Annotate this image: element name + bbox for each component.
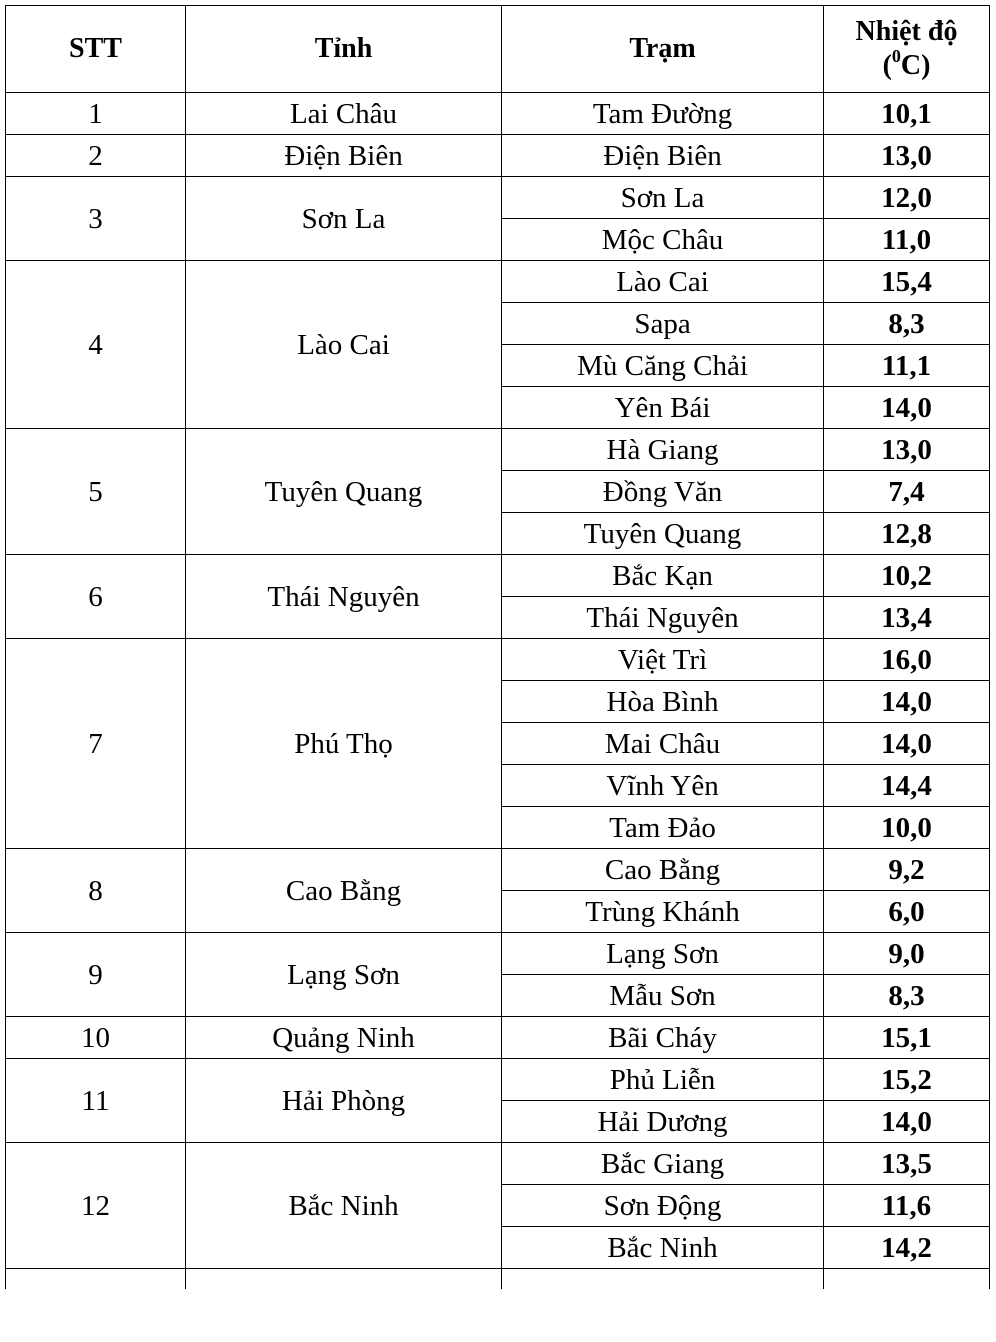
temperature-table [5, 5, 990, 1289]
station-cell: Mù Căng Chải [502, 345, 824, 387]
table-row [6, 639, 990, 681]
temperature-cell: 8,3 [824, 303, 990, 345]
station-cell: Bãi Cháy [502, 1017, 824, 1059]
temperature-cell: 13,0 [824, 429, 990, 471]
stt-cell: 9 [6, 933, 186, 1017]
station-cell: Phủ Liễn [502, 1059, 824, 1101]
province-cell: Thái Nguyên [186, 555, 502, 639]
temperature-cell: 13,5 [824, 1143, 990, 1185]
temperature-cell: 12,8 [824, 513, 990, 555]
temperature-cell: 13,4 [824, 597, 990, 639]
table-row [6, 429, 990, 471]
cut-cell [186, 1269, 502, 1290]
station-cell: Trùng Khánh [502, 891, 824, 933]
station-cell: Vĩnh Yên [502, 765, 824, 807]
station-cell: Tam Đảo [502, 807, 824, 849]
temperature-cell: 10,0 [824, 807, 990, 849]
temperature-cell: 8,3 [824, 975, 990, 1017]
temperature-cell: 15,2 [824, 1059, 990, 1101]
stt-cell: 2 [6, 135, 186, 177]
station-cell: Sapa [502, 303, 824, 345]
station-cell: Mộc Châu [502, 219, 824, 261]
header-temperature-label: Nhiệt độ [855, 16, 958, 47]
header-temperature-degree: 0 [891, 45, 901, 66]
station-cell: Bắc Giang [502, 1143, 824, 1185]
stt-cell: 10 [6, 1017, 186, 1059]
stt-cell: 12 [6, 1143, 186, 1269]
temperature-cell: 16,0 [824, 639, 990, 681]
temperature-cell: 10,1 [824, 93, 990, 135]
temperature-cell: 9,0 [824, 933, 990, 975]
cut-cell [6, 1269, 186, 1290]
province-cell: Tuyên Quang [186, 429, 502, 555]
table-row [6, 933, 990, 975]
stt-cell: 5 [6, 429, 186, 555]
stt-cell: 8 [6, 849, 186, 933]
header-row [6, 6, 990, 93]
province-cell: Hải Phòng [186, 1059, 502, 1143]
province-cell: Điện Biên [186, 135, 502, 177]
temperature-cell: 15,4 [824, 261, 990, 303]
header-temperature-open: ( [882, 50, 892, 81]
temperature-cell: 14,0 [824, 1101, 990, 1143]
table-row [6, 261, 990, 303]
province-cell: Quảng Ninh [186, 1017, 502, 1059]
station-cell: Hòa Bình [502, 681, 824, 723]
station-cell: Việt Trì [502, 639, 824, 681]
stt-cell: 3 [6, 177, 186, 261]
temperature-cell: 13,0 [824, 135, 990, 177]
province-cell: Bắc Ninh [186, 1143, 502, 1269]
station-cell: Mẫu Sơn [502, 975, 824, 1017]
station-cell: Sơn Động [502, 1185, 824, 1227]
stt-cell: 7 [6, 639, 186, 849]
temperature-cell: 14,0 [824, 681, 990, 723]
header-province: Tỉnh [186, 6, 502, 93]
station-cell: Tuyên Quang [502, 513, 824, 555]
temperature-cell: 11,6 [824, 1185, 990, 1227]
table-row [6, 177, 990, 219]
station-cell: Yên Bái [502, 387, 824, 429]
temperature-cell: 10,2 [824, 555, 990, 597]
province-cell: Sơn La [186, 177, 502, 261]
table-row [6, 849, 990, 891]
station-cell: Đồng Văn [502, 471, 824, 513]
station-cell: Hải Dương [502, 1101, 824, 1143]
station-cell: Hà Giang [502, 429, 824, 471]
temperature-cell: 12,0 [824, 177, 990, 219]
stt-cell: 6 [6, 555, 186, 639]
header-station: Trạm [502, 6, 824, 93]
temperature-cell: 14,4 [824, 765, 990, 807]
station-cell: Mai Châu [502, 723, 824, 765]
station-cell: Lạng Sơn [502, 933, 824, 975]
temperature-cell: 14,2 [824, 1227, 990, 1269]
temperature-cell: 6,0 [824, 891, 990, 933]
table-row-cut [6, 1269, 990, 1290]
temperature-cell: 11,1 [824, 345, 990, 387]
temperature-cell: 15,1 [824, 1017, 990, 1059]
stt-cell: 4 [6, 261, 186, 429]
province-cell: Lào Cai [186, 261, 502, 429]
station-cell: Cao Bằng [502, 849, 824, 891]
temperature-cell: 7,4 [824, 471, 990, 513]
temperature-table-container [5, 5, 991, 1289]
station-cell: Bắc Kạn [502, 555, 824, 597]
cut-cell [824, 1269, 990, 1290]
stt-cell: 1 [6, 93, 186, 135]
station-cell: Sơn La [502, 177, 824, 219]
temperature-cell: 14,0 [824, 723, 990, 765]
table-row [6, 1143, 990, 1185]
station-cell: Bắc Ninh [502, 1227, 824, 1269]
station-cell: Điện Biên [502, 135, 824, 177]
table-row [6, 1017, 990, 1059]
cut-cell [502, 1269, 824, 1290]
province-cell: Lạng Sơn [186, 933, 502, 1017]
header-stt: STT [6, 6, 186, 93]
header-temperature [824, 6, 990, 93]
table-row [6, 1059, 990, 1101]
table-body [6, 93, 990, 1290]
table-row [6, 93, 990, 135]
station-cell: Tam Đường [502, 93, 824, 135]
table-row [6, 135, 990, 177]
stt-cell: 11 [6, 1059, 186, 1143]
province-cell: Cao Bằng [186, 849, 502, 933]
province-cell: Lai Châu [186, 93, 502, 135]
province-cell: Phú Thọ [186, 639, 502, 849]
temperature-cell: 9,2 [824, 849, 990, 891]
header-temperature-unit: C) [900, 50, 931, 81]
table-row [6, 555, 990, 597]
temperature-cell: 14,0 [824, 387, 990, 429]
station-cell: Thái Nguyên [502, 597, 824, 639]
station-cell: Lào Cai [502, 261, 824, 303]
temperature-cell: 11,0 [824, 219, 990, 261]
